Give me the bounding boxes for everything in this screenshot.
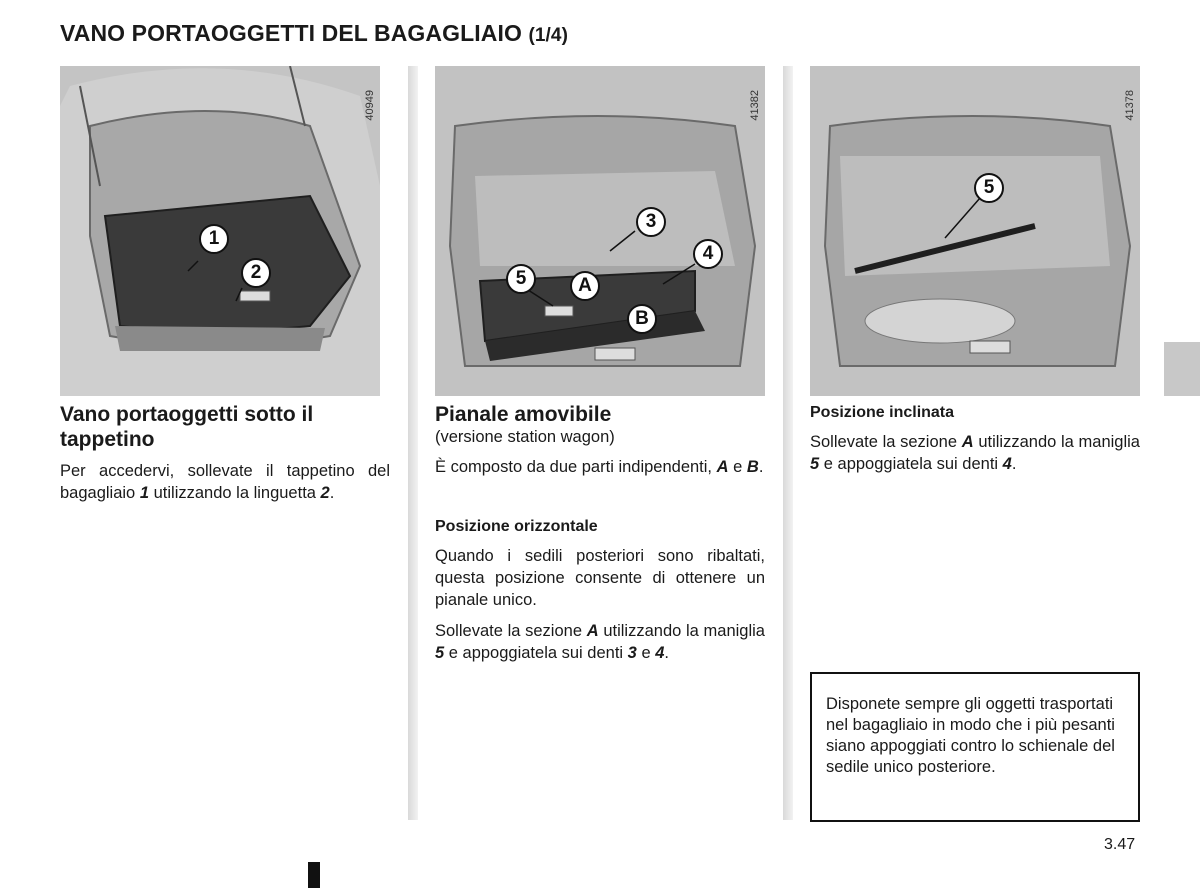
print-mark [308, 862, 320, 888]
title-part: (1/4) [528, 25, 569, 46]
column-separator [783, 66, 793, 820]
figure-code: 41382 [749, 90, 761, 121]
section-title: Posizione orizzontale [435, 518, 598, 535]
paragraph: Quando i sedili posteriori sono ribaltati, questa posizione consente di ottenere un pianale unico. [435, 547, 765, 609]
text-run: Sollevate la sezione [435, 622, 587, 640]
text-run: . [758, 458, 764, 476]
ref-label: 3 [627, 644, 637, 662]
warning-box [810, 672, 1140, 822]
figure-code: 40949 [364, 90, 376, 121]
section-subheading: (versione station wagon) [435, 428, 615, 446]
text-run: . [1011, 455, 1017, 473]
ref-label: A [586, 622, 599, 640]
page-number: 3.47 [1104, 836, 1136, 853]
ref-label: A [961, 433, 974, 451]
section-heading: Pianale amovibile [435, 403, 612, 426]
ref-label: 1 [139, 484, 150, 502]
text-run: e [636, 644, 656, 662]
ref-label: 5 [435, 644, 445, 662]
ref-label: 5 [810, 455, 820, 473]
text-run: utilizzando la maniglia [598, 622, 765, 640]
text-run: e appoggiatela sui denti [819, 455, 1003, 473]
callout-B: B [627, 304, 657, 334]
section-title: Posizione inclinata [810, 404, 955, 421]
figure-trunk-hatchback [60, 66, 380, 396]
callout-3: 3 [636, 207, 666, 237]
callout-5: 5 [506, 264, 536, 294]
chapter-tab [1164, 342, 1200, 396]
callout-5: 5 [974, 173, 1004, 203]
figure-code: 41378 [1124, 90, 1136, 121]
callout-A: A [570, 271, 600, 301]
text-run: Sollevate la sezione [810, 433, 962, 451]
section-heading: Vano portaoggetti sotto il tappetino [60, 403, 314, 451]
text-run: e appoggiatela sui denti [444, 644, 628, 662]
paragraph [810, 431, 1140, 475]
ref-label: 4 [655, 644, 665, 662]
ref-label: B [746, 458, 759, 476]
paragraph [435, 456, 765, 478]
figure-trunk-wagon-floor [435, 66, 765, 396]
column-separator [408, 66, 418, 820]
callout-1: 1 [199, 224, 229, 254]
callout-2: 2 [241, 258, 271, 288]
text-run: utilizzando la linguetta [149, 484, 321, 502]
warning-text: Disponete sempre gli oggetti trasportati nel bagagliaio in modo che i più pesanti siano appoggiati contro lo schienale del sedile unico posteriore. [826, 695, 1115, 776]
ref-label: 2 [320, 484, 330, 502]
title-main: VANO PORTAOGGETTI DEL BAGAGLIAIO [60, 20, 522, 46]
text-run: Per accedervi, sollevate il tappetino del bagagliaio [60, 462, 390, 502]
figure-trunk-wagon-inclined [810, 66, 1140, 396]
ref-label: 4 [1002, 455, 1012, 473]
text-run: . [664, 644, 669, 662]
text-run: È composto da due parti indipendenti, [435, 458, 717, 476]
paragraph [435, 620, 765, 664]
text-run: utilizzando la maniglia [973, 433, 1140, 451]
paragraph [60, 460, 390, 504]
ref-label: A [716, 458, 729, 476]
text-run: . [329, 484, 335, 502]
callout-4: 4 [693, 239, 723, 269]
text-run: e [728, 458, 747, 476]
page-title [60, 20, 568, 47]
